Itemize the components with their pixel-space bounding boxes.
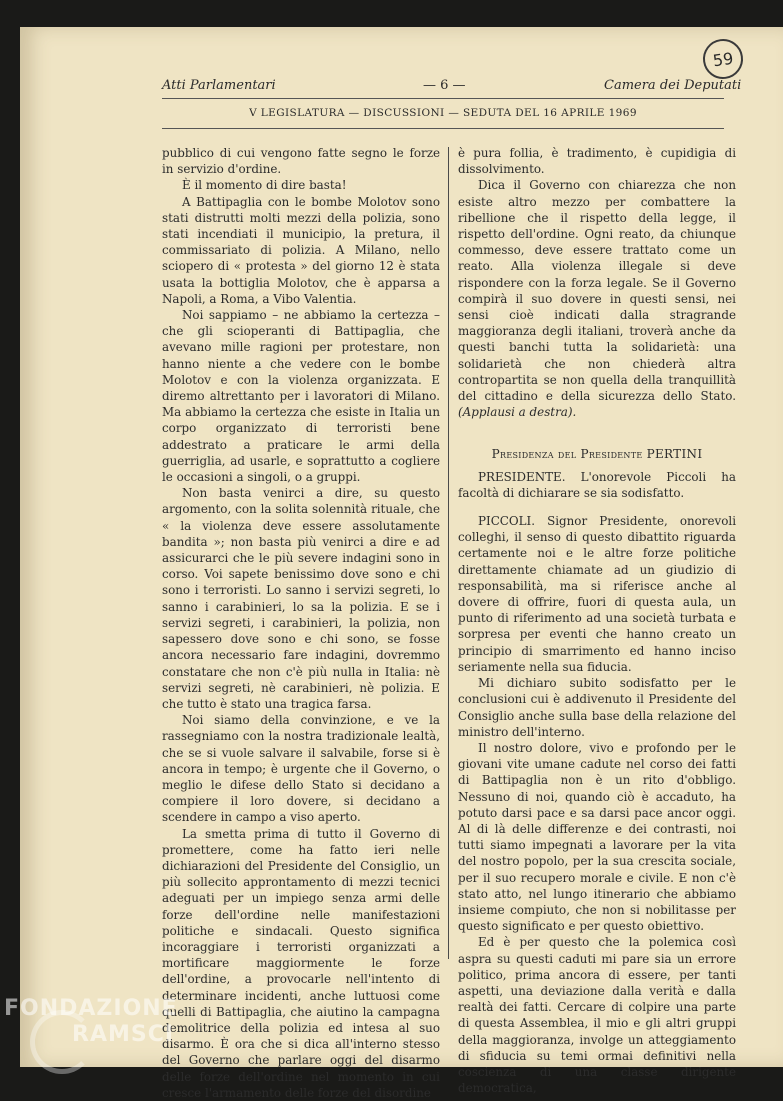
paragraph: pubblico di cui vengono fatte segno le forze in servizio d'ordine.	[162, 146, 440, 177]
paragraph: Non basta venirci a dire, su questo argomento, con la solita solennità rituale, che « la violenza deve essere assolutamente bandita »; non basta più venirci a dire e ad assicurarci che le più severe indagini sono in corso. Voi sapete benissimo dove sono e chi sono i terroristi. Lo sanno i servizi segreti, lo sanno i carabinieri, lo sa la polizia. E se i servizi segreti, i carabinieri, la polizia, non sapessero dove sono e chi sono, se fosse ancora necessario fare indagini, dovremmo constatare che non c'è più nulla in Italia: nè servizi segreti, nè carabinieri, nè polizia. E che tutto è stato una tragica farsa.	[162, 486, 440, 711]
header-right-title: Camera dei Deputati	[604, 78, 742, 93]
speaker-name: PICCOLI.	[478, 514, 536, 529]
handwritten-page-stamp: 59	[700, 36, 745, 81]
paragraph	[458, 469, 736, 501]
section-title: Presidenza del Presidente PERTINI	[491, 447, 703, 462]
paragraph-text: Signor Presidente, onorevoli colleghi, il senso di questo dibattito riguarda certamente noi e le altre forze politiche direttamente chiamate ad un giudizio di responsabilità, ma si riferisce anche al dovere di offrire, fuori di questa aula, un punto di riferimento ad una società turbata e sorpresa per eventi che hanno creato un principio di smarrimento ed hanno inciso seriamente nella sua fiducia.	[458, 514, 737, 674]
paragraph	[458, 513, 736, 675]
watermark	[4, 996, 178, 1048]
paragraph: Il nostro dolore, vivo e profondo per le giovani vite umane cadute nel corso dei fatti di Battipaglia non è un rito d'obbligo. Nessuno di noi, quando ciò è accaduto, ha potuto darsi pace e sa darsi pace ancor oggi. Al di là delle differenze e dei contrasti, noi tutti siamo impegnati a lavorare per la vita del nostro popolo, per la sua crescita sociale, per il suo recupero morale e civile. E non c'è stato atto, nel lungo itinerario che abbiamo insieme compiuto, che non si nobilitasse per questo significato e per questo obiettivo.	[458, 740, 736, 934]
header-rule-bottom	[162, 128, 724, 129]
paragraph: Mi dichiaro subito sodisfatto per le conclusioni cui è addivenuto il Presidente del Consiglio anche sulla base della relazione del ministro dell'interno.	[458, 676, 736, 739]
paragraph: Noi siamo della convinzione, e ve la rassegniamo con la nostra tradizionale lealtà, che se si vuole salvare il salvabile, forse si è ancora in tempo; è urgente che il Governo, o meglio le difese dello Stato si decidano a compiere il loro dovere, si decidano a scendere in campo a viso aperto.	[162, 713, 440, 825]
paragraph-text: Dica il Governo con chiarezza che non esiste altro mezzo per combattere la ribellione che il rispetto della legge, il rispetto dell'ordine. Ogni reato, da chiunque commesso, deve essere trattato come un reato. Alla violenza illegale si deve rispondere con la forza legale. Se il Governo compirà il suo dovere in questi sensi, nei sensi cioè indicati dalla stragrande maggioranza degli italiani, troverà anche da questi banchi tutta la solidarietà: una solidarietà che non chiederà altra contropartita se non quella della tranquillità del cittadino e della sicurezza dello Stato.	[458, 178, 736, 404]
paragraph-text: L'onorevole Piccoli ha facoltà di dichiarare se sia sodisfatto.	[458, 469, 736, 500]
header-page-number: — 6 —	[423, 78, 466, 93]
spacer	[458, 501, 736, 513]
paragraph	[458, 177, 736, 420]
paragraph: È il momento di dire basta!	[182, 178, 347, 193]
paragraph: è pura follia, è tradimento, è cupidigia di dissolvimento.	[458, 146, 736, 177]
paragraph: A Battipaglia con le bombe Molotov sono stati distrutti molti mezzi della polizia, sono stati incendiati il municipio, la pretura, il commissariato di polizia. A Milano, nello sciopero di « protesta » del giorno 12 è stata usata la bottiglia Molotov, che è apparsa a Napoli, a Roma, a Vibo Valentia.	[162, 194, 440, 306]
speaker-name: PRESIDENTE.	[478, 469, 566, 484]
watermark-line2: RAMSCI	[72, 1022, 175, 1047]
column-divider	[448, 147, 449, 959]
right-column	[458, 145, 736, 1096]
header-left-title: Atti Parlamentari	[162, 78, 276, 93]
paragraph: Noi sappiamo – ne abbiamo la certezza – che gli scioperanti di Battipaglia, che avevano mille ragioni per protestare, non hanno niente a che vedere con le bombe Molotov e con la violenza organizzata. E diremo altrettanto per i lavoratori di Milano. Ma abbiamo la certezza che esiste in Italia un corpo organizzato di terroristi bene addestrato a praticare le armi della guerriglia, ad usarle, e soprattutto a cogliere le occasioni a singoli, o a gruppi.	[162, 308, 440, 485]
paragraph: Ed è per questo che la polemica così aspra su questi caduti mi pare sia un errore politico, prima ancora di essere, per tanti aspetti, una deviazione dalla verità e dalla realtà dei fatti. Cercare di colpire una parte di questa Assemblea, il mio e gli altri gruppi della maggioranza, involge un atteggiamento di sfiducia su temi ormai definitivi nella coscienza di una classe dirigente democratica,	[458, 935, 736, 1096]
session-header: V LEGISLATURA — DISCUSSIONI — SEDUTA DEL 16 APRILE 1969	[249, 107, 637, 119]
left-column	[162, 145, 440, 1101]
applause-note: (Applausi a destra).	[458, 405, 577, 420]
watermark-line1: FONDAZIONE	[4, 996, 178, 1021]
paragraph: La smetta prima di tutto il Governo di promettere, come ha fatto ieri nelle dichiarazioni del Presidente del Consiglio, un più sollecito approntamento di mezzi tecnici adeguati per un impiego senza armi delle forze dell'ordine nelle manifestazioni politiche e sindacali. Questo significa incoraggiare i terroristi organizzati a mortificare maggiormente le forze dell'ordine, a provocarle nell'intento di determinare incidenti, anche luttuosi come quelli di Battipaglia, che aiutino la campagna demolitrice della polizia ed intesa al suo disarmo. È ora che si dica all'interno stesso del Governo che parlare oggi del disarmo delle forze dell'ordine nel momento in cui cresce l'armamento delle forze del disordine	[162, 826, 440, 1100]
header-rule-top	[162, 98, 724, 99]
